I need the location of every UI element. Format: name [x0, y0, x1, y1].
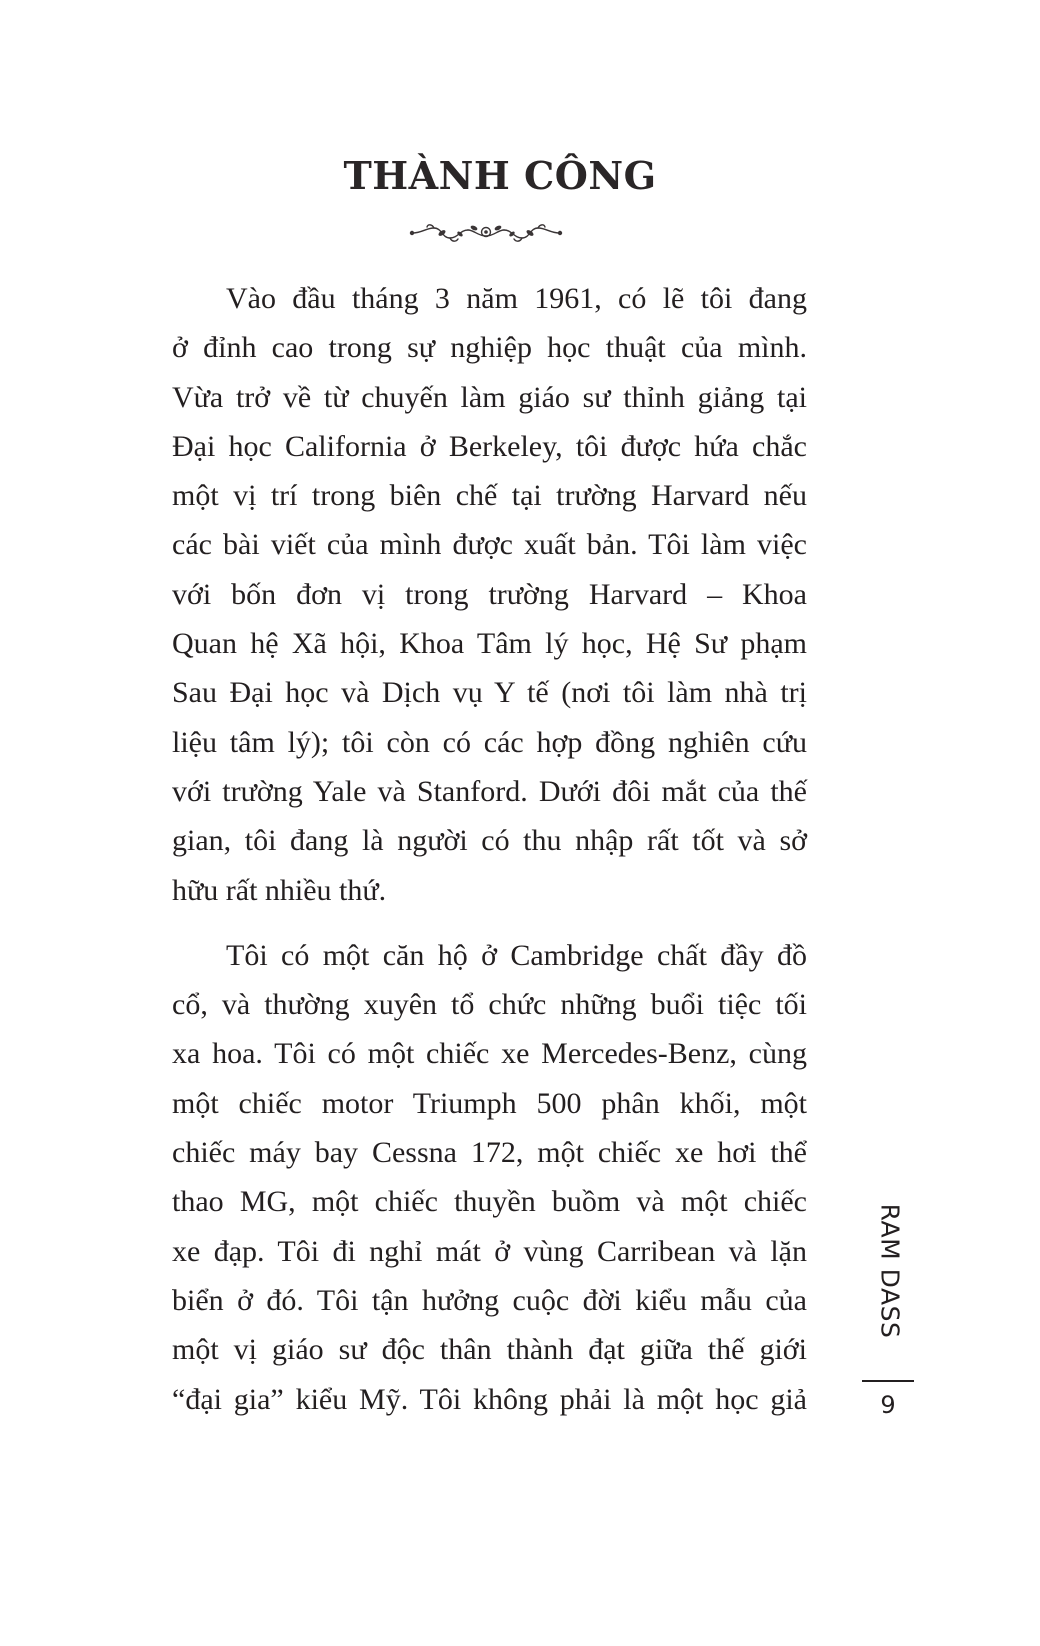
author-name: RAM DASS: [875, 1203, 905, 1339]
text-line: xe đạp. Tôi đi nghỉ mát ở vùng Carribean và lặn: [172, 1234, 807, 1268]
text-line: chiếc máy bay Cessna 172, một chiếc xe hơi thể: [172, 1136, 807, 1170]
folio-divider: [862, 1380, 914, 1382]
text-line: với bốn đơn vị trong trường Harvard – Khoa: [172, 577, 807, 611]
text-line: liệu tâm lý); tôi còn có các hợp đồng nghiên cứu: [172, 725, 807, 759]
chapter-title: THÀNH CÔNG: [343, 153, 657, 198]
running-head: [868, 1203, 912, 1339]
text-line: cổ, và thường xuyên tổ chức những buổi tiệc tối: [172, 988, 807, 1022]
text-line: biển ở đó. Tôi tận hưởng cuộc đời kiểu mẫu của: [172, 1283, 807, 1317]
text-line: thao MG, một chiếc thuyền buồm và một chiếc: [172, 1185, 807, 1219]
text-line: Tôi có một căn hộ ở Cambridge chất đầy đồ: [226, 938, 807, 972]
text-line: một vị trí trong biên chế tại trường Harvard nếu: [172, 479, 807, 513]
text-line: ở đỉnh cao trong sự nghiệp học thuật của mình.: [172, 331, 807, 365]
text-line: “đại gia” kiểu Mỹ. Tôi không phải là một học giả: [172, 1382, 807, 1416]
body-text: [172, 274, 807, 1424]
text-line: Đại học California ở Berkeley, tôi được hứa chắc: [172, 429, 807, 463]
text-line: Vào đầu tháng 3 năm 1961, có lẽ tôi đang: [226, 282, 807, 315]
text-line: xa hoa. Tôi có một chiếc xe Mercedes-Benz, cùng: [172, 1037, 807, 1071]
text-line: một chiếc motor Triumph 500 phân khối, một: [172, 1086, 807, 1120]
paragraph-2: [172, 931, 807, 1424]
text-line: Sau Đại học và Dịch vụ Y tế (nơi tôi làm nhà trị: [172, 676, 807, 710]
page-number: 9: [880, 1391, 896, 1419]
text-line: với trường Yale và Stanford. Dưới đôi mắt của thế: [172, 774, 807, 808]
floral-divider-icon: [408, 220, 564, 246]
text-line: các bài viết của mình được xuất bản. Tôi làm việc: [172, 528, 807, 562]
text-line: Quan hệ Xã hội, Khoa Tâm lý học, Hệ Sư phạm: [172, 627, 807, 661]
text-line: một vị giáo sư độc thân thành đạt giữa thế giới: [172, 1333, 807, 1367]
paragraph-1: [172, 274, 807, 915]
paragraph-gap: [172, 915, 807, 931]
text-line: hữu rất nhiều thứ.: [172, 873, 387, 907]
text-line: gian, tôi đang là người có thu nhập rất tốt và sở: [172, 824, 807, 858]
text-line: Vừa trở về từ chuyến làm giáo sư thỉnh giảng tại: [172, 380, 807, 414]
